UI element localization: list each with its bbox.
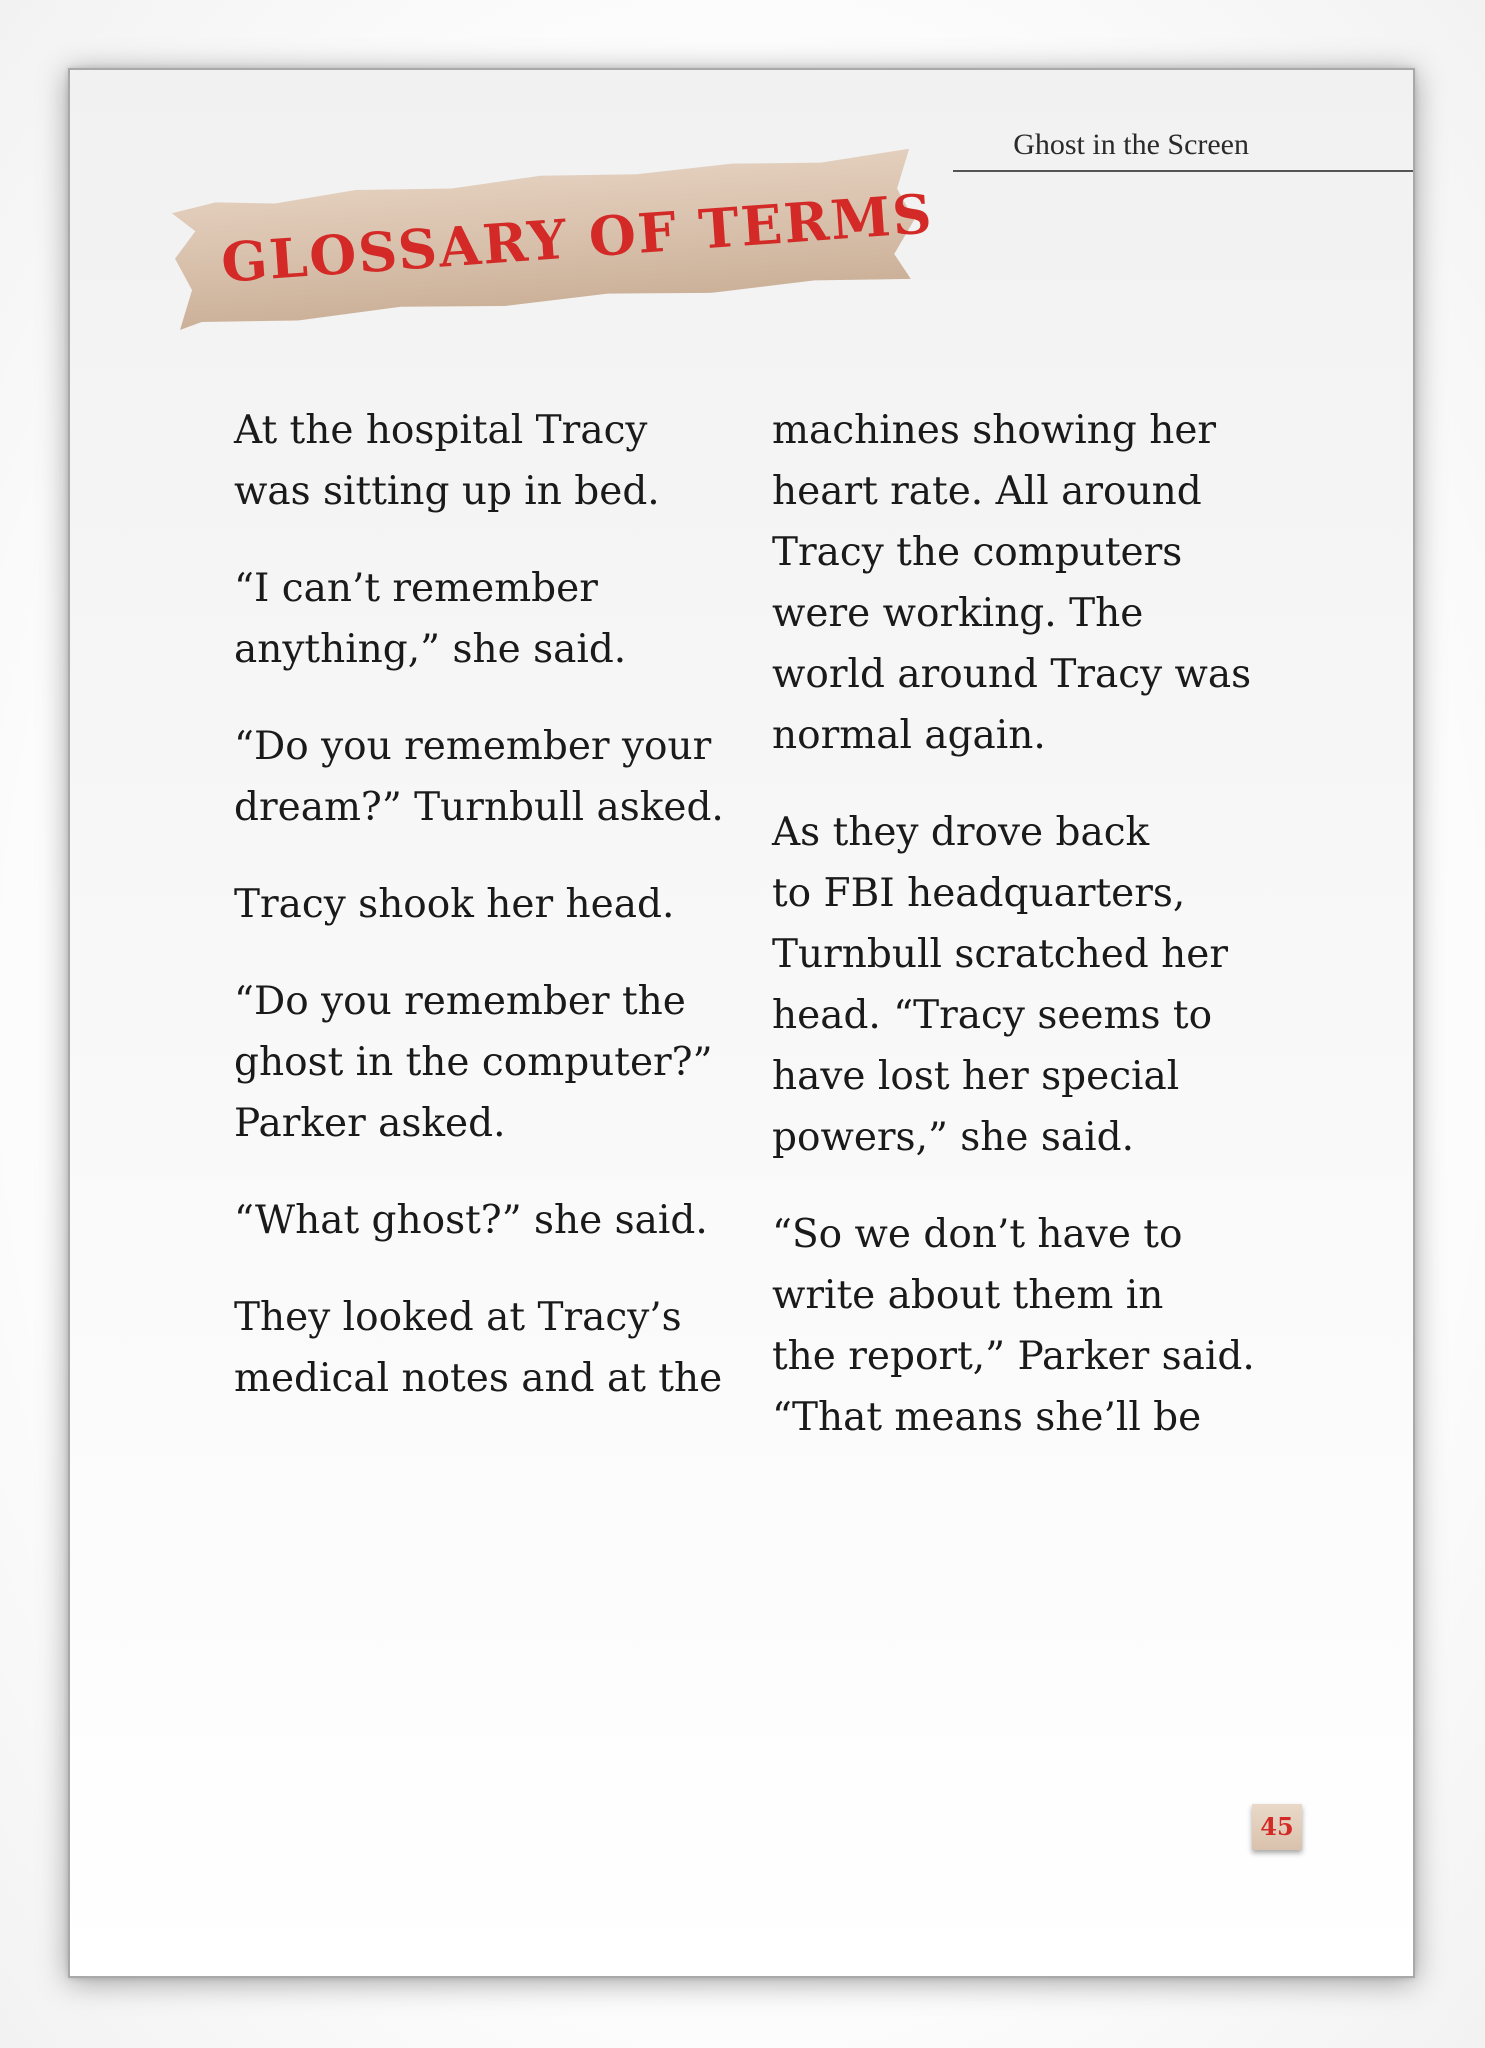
paragraph: Tracy shook her head.: [234, 882, 675, 927]
paragraph: “Do you remember the ghost in the computer?” Parker asked.: [234, 979, 713, 1146]
left-text-column: [234, 400, 734, 1445]
paragraph: “So we don’t have to write about them in the report,” Parker said. “That means she’ll be: [772, 1212, 1255, 1440]
glossary-banner: [171, 149, 936, 330]
book-page: [68, 68, 1415, 1978]
page-number-tag: [1252, 1804, 1302, 1850]
running-header: [953, 128, 1413, 172]
banner-title: GLOSSARY OF TERMS: [219, 181, 936, 295]
paragraph: They looked at Tracy’s medical notes and at the: [234, 1295, 723, 1401]
paragraph: “Do you remember your dream?” Turnbull asked.: [234, 724, 724, 830]
running-header-title: Ghost in the Screen: [1013, 128, 1249, 161]
paragraph: machines showing her heart rate. All around Tracy the computers were working. The world around Tracy was normal again.: [772, 408, 1252, 758]
paragraph: At the hospital Tracy was sitting up in bed.: [234, 408, 660, 514]
paragraph: “I can’t remember anything,” she said.: [234, 566, 627, 672]
paragraph: “What ghost?” she said.: [234, 1198, 708, 1243]
right-text-column: [772, 400, 1272, 1484]
page-number: 45: [1260, 1812, 1294, 1841]
paragraph: As they drove back to FBI headquarters, Turnbull scratched her head. “Tracy seems to have lost her special powers,” she said.: [772, 810, 1228, 1160]
